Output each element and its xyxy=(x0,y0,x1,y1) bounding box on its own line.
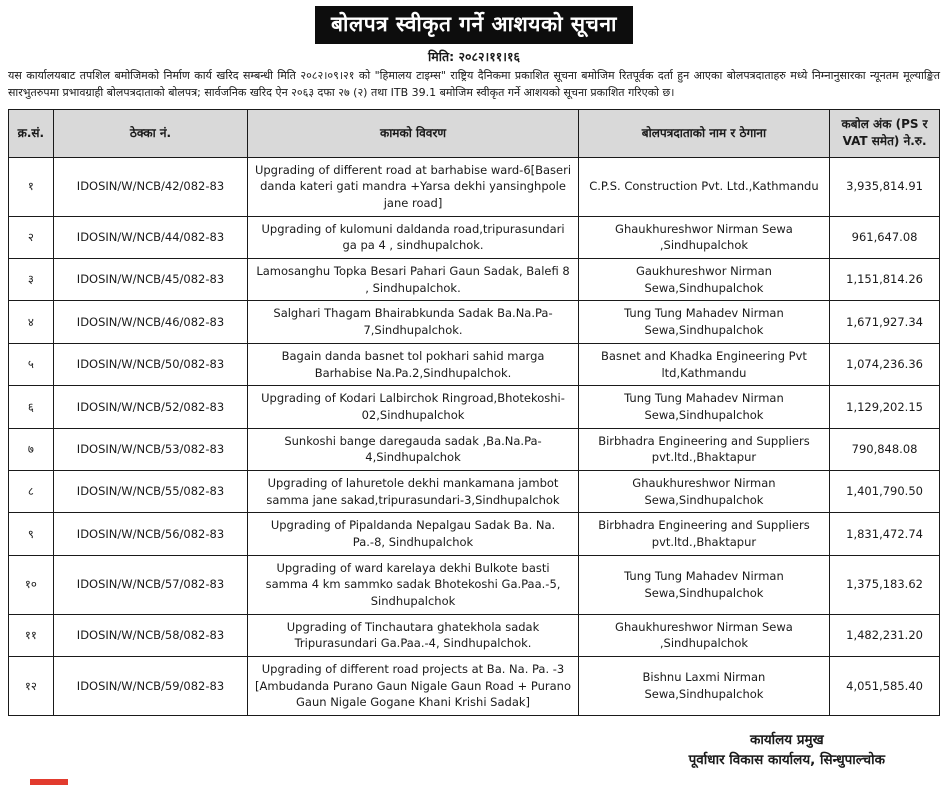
table-row xyxy=(9,216,940,258)
table-row xyxy=(9,259,940,301)
cell-description: Upgrading of Pipaldanda Nepalgau Sadak Ba. Na. Pa.-8, Sindhupalchok xyxy=(248,513,579,555)
cell-amount: 1,671,927.34 xyxy=(830,301,940,343)
cell-sn: १० xyxy=(9,555,54,614)
cell-amount: 1,074,236.36 xyxy=(830,343,940,385)
cell-contract_no: IDOSIN/W/NCB/44/082-83 xyxy=(53,216,248,258)
notice-table xyxy=(8,109,940,716)
cell-bidder: Gaukhureshwor Nirman Sewa,Sindhupalchok xyxy=(578,259,829,301)
cell-contract_no: IDOSIN/W/NCB/55/082-83 xyxy=(53,470,248,512)
column-header: बोलपत्रदाताको नाम र ठेगाना xyxy=(578,110,829,158)
cell-description: Upgrading of ward karelaya dekhi Bulkote basti samma 4 km sammko sadak Bhotekoshi Ga.Paa.-5, Sindhupalchok xyxy=(248,555,579,614)
cell-description: Upgrading of lahuretole dekhi mankamana jambot samma jane sakad,tripurasundari-3,Sindhupalchok xyxy=(248,470,579,512)
table-row xyxy=(9,555,940,614)
cell-sn: ११ xyxy=(9,614,54,656)
cell-amount: 4,051,585.40 xyxy=(830,656,940,715)
table-row xyxy=(9,386,940,428)
cell-description: Lamosanghu Topka Besari Pahari Gaun Sadak, Balefi 8 , Sindhupalchok. xyxy=(248,259,579,301)
cell-contract_no: IDOSIN/W/NCB/46/082-83 xyxy=(53,301,248,343)
table-row xyxy=(9,428,940,470)
table-body xyxy=(9,157,940,715)
column-header: कामको विवरण xyxy=(248,110,579,158)
cell-bidder: Birbhadra Engineering and Suppliers pvt.ltd.,Bhaktapur xyxy=(578,428,829,470)
table-row xyxy=(9,656,940,715)
cell-bidder: Birbhadra Engineering and Suppliers pvt.ltd.,Bhaktapur xyxy=(578,513,829,555)
cell-contract_no: IDOSIN/W/NCB/50/082-83 xyxy=(53,343,248,385)
cell-sn: ५ xyxy=(9,343,54,385)
column-header: कबोल अंक (PS र VAT समेत) ने.रु. xyxy=(830,110,940,158)
cell-amount: 961,647.08 xyxy=(830,216,940,258)
cell-bidder: Tung Tung Mahadev Nirman Sewa,Sindhupalchok xyxy=(578,386,829,428)
red-banner-fragment xyxy=(30,779,68,785)
notice-date: मिति: २०८२।११।१६ xyxy=(428,49,520,64)
title-wrap xyxy=(8,6,940,44)
cell-bidder: Ghaukhureshwor Nirman Sewa ,Sindhupalchok xyxy=(578,216,829,258)
cell-bidder: C.P.S. Construction Pvt. Ltd.,Kathmandu xyxy=(578,157,829,216)
cell-amount: 1,831,472.74 xyxy=(830,513,940,555)
cell-amount: 1,401,790.50 xyxy=(830,470,940,512)
cell-description: Upgrading of different road projects at Ba. Na. Pa. -3 [Ambudanda Purano Gaun Nigale Gaun Road + Purano Gaun Nigale Gogane Khani Krishi Sadak] xyxy=(248,656,579,715)
cell-description: Upgrading of kulomuni daldanda road,tripurasundari ga pa 4 , sindhupalchok. xyxy=(248,216,579,258)
cell-amount: 1,482,231.20 xyxy=(830,614,940,656)
notice-body-paragraph: यस कार्यालयबाट तपशिल बमोजिमको निर्माण कार्य खरिद सम्बन्धी मिति २०८२।०९।२१ को "हिमालय टाइम्स" राष्ट्रिय दैनिकमा प्रकाशित सूचना बमोजिम रितपूर्वक दर्ता हुन आएका बोलपत्रदाताहरु मध्ये निम्नानुसारका न्यूनतम मूल्याङ्कित सारभुतरुपमा प्रभावग्राही बोलपत्रदाताको बोलपत्र; सार्वजनिक खरिद ऐन २०६३ दफा २७ (२) तथा ITB 39.1 बमोजिम स्वीकृत गर्ने आशयको सूचना प्रकाशित गरिएको छ। xyxy=(8,69,940,99)
cell-amount: 3,935,814.91 xyxy=(830,157,940,216)
cell-contract_no: IDOSIN/W/NCB/58/082-83 xyxy=(53,614,248,656)
cell-contract_no: IDOSIN/W/NCB/59/082-83 xyxy=(53,656,248,715)
cell-contract_no: IDOSIN/W/NCB/53/082-83 xyxy=(53,428,248,470)
column-header: क्र.सं. xyxy=(9,110,54,158)
table-row xyxy=(9,157,940,216)
table-row xyxy=(9,470,940,512)
cell-description: Upgrading of Tinchautara ghatekhola sadak Tripurasundari Ga.Paa.-4, Sindhupalchok. xyxy=(248,614,579,656)
cell-contract_no: IDOSIN/W/NCB/52/082-83 xyxy=(53,386,248,428)
table-header xyxy=(9,110,940,158)
cell-description: Salghari Thagam Bhairabkunda Sadak Ba.Na.Pa-7,Sindhupalchok. xyxy=(248,301,579,343)
cell-amount: 1,129,202.15 xyxy=(830,386,940,428)
cell-sn: १ xyxy=(9,157,54,216)
cell-contract_no: IDOSIN/W/NCB/56/082-83 xyxy=(53,513,248,555)
signature-office: पूर्वाधार विकास कार्यालय, सिन्धुपाल्चोक xyxy=(688,752,885,769)
cell-bidder: Ghaukhureshwor Nirman Sewa,Sindhupalchok xyxy=(578,470,829,512)
cell-amount: 1,151,814.26 xyxy=(830,259,940,301)
cell-bidder: Basnet and Khadka Engineering Pvt ltd,Kathmandu xyxy=(578,343,829,385)
cell-sn: ६ xyxy=(9,386,54,428)
cell-bidder: Tung Tung Mahadev Nirman Sewa,Sindhupalchok xyxy=(578,555,829,614)
cell-description: Sunkoshi bange daregauda sadak ,Ba.Na.Pa-4,Sindhupalchok xyxy=(248,428,579,470)
cell-contract_no: IDOSIN/W/NCB/57/082-83 xyxy=(53,555,248,614)
cell-sn: ४ xyxy=(9,301,54,343)
table-row xyxy=(9,513,940,555)
table-row xyxy=(9,301,940,343)
table-row xyxy=(9,614,940,656)
cell-bidder: Ghaukhureshwor Nirman Sewa ,Sindhupalchok xyxy=(578,614,829,656)
cell-sn: ३ xyxy=(9,259,54,301)
table-header-row xyxy=(9,110,940,158)
cell-amount: 790,848.08 xyxy=(830,428,940,470)
cell-sn: १२ xyxy=(9,656,54,715)
cell-contract_no: IDOSIN/W/NCB/42/082-83 xyxy=(53,157,248,216)
cell-bidder: Bishnu Laxmi Nirman Sewa,Sindhupalchok xyxy=(578,656,829,715)
cell-sn: ९ xyxy=(9,513,54,555)
cell-sn: ७ xyxy=(9,428,54,470)
cell-description: Upgrading of Kodari Lalbirchok Ringroad,Bhotekoshi-02,Sindhupalchok xyxy=(248,386,579,428)
table-row xyxy=(9,343,940,385)
column-header: ठेक्का नं. xyxy=(53,110,248,158)
cell-sn: २ xyxy=(9,216,54,258)
cell-amount: 1,375,183.62 xyxy=(830,555,940,614)
signature-role: कार्यालय प्रमुख xyxy=(749,731,824,748)
cell-contract_no: IDOSIN/W/NCB/45/082-83 xyxy=(53,259,248,301)
cell-description: Upgrading of different road at barhabise ward-6[Baseri danda kateri gati mandra +Yarsa dekhi yansinghpole jane road] xyxy=(248,157,579,216)
page-title: बोलपत्र स्वीकृत गर्ने आशयको सूचना xyxy=(315,6,633,44)
cell-sn: ८ xyxy=(9,470,54,512)
cell-description: Bagain danda basnet tol pokhari sahid marga Barhabise Na.Pa.2,Sindhupalchok. xyxy=(248,343,579,385)
signature-block xyxy=(689,730,885,771)
cell-bidder: Tung Tung Mahadev Nirman Sewa,Sindhupalchok xyxy=(578,301,829,343)
